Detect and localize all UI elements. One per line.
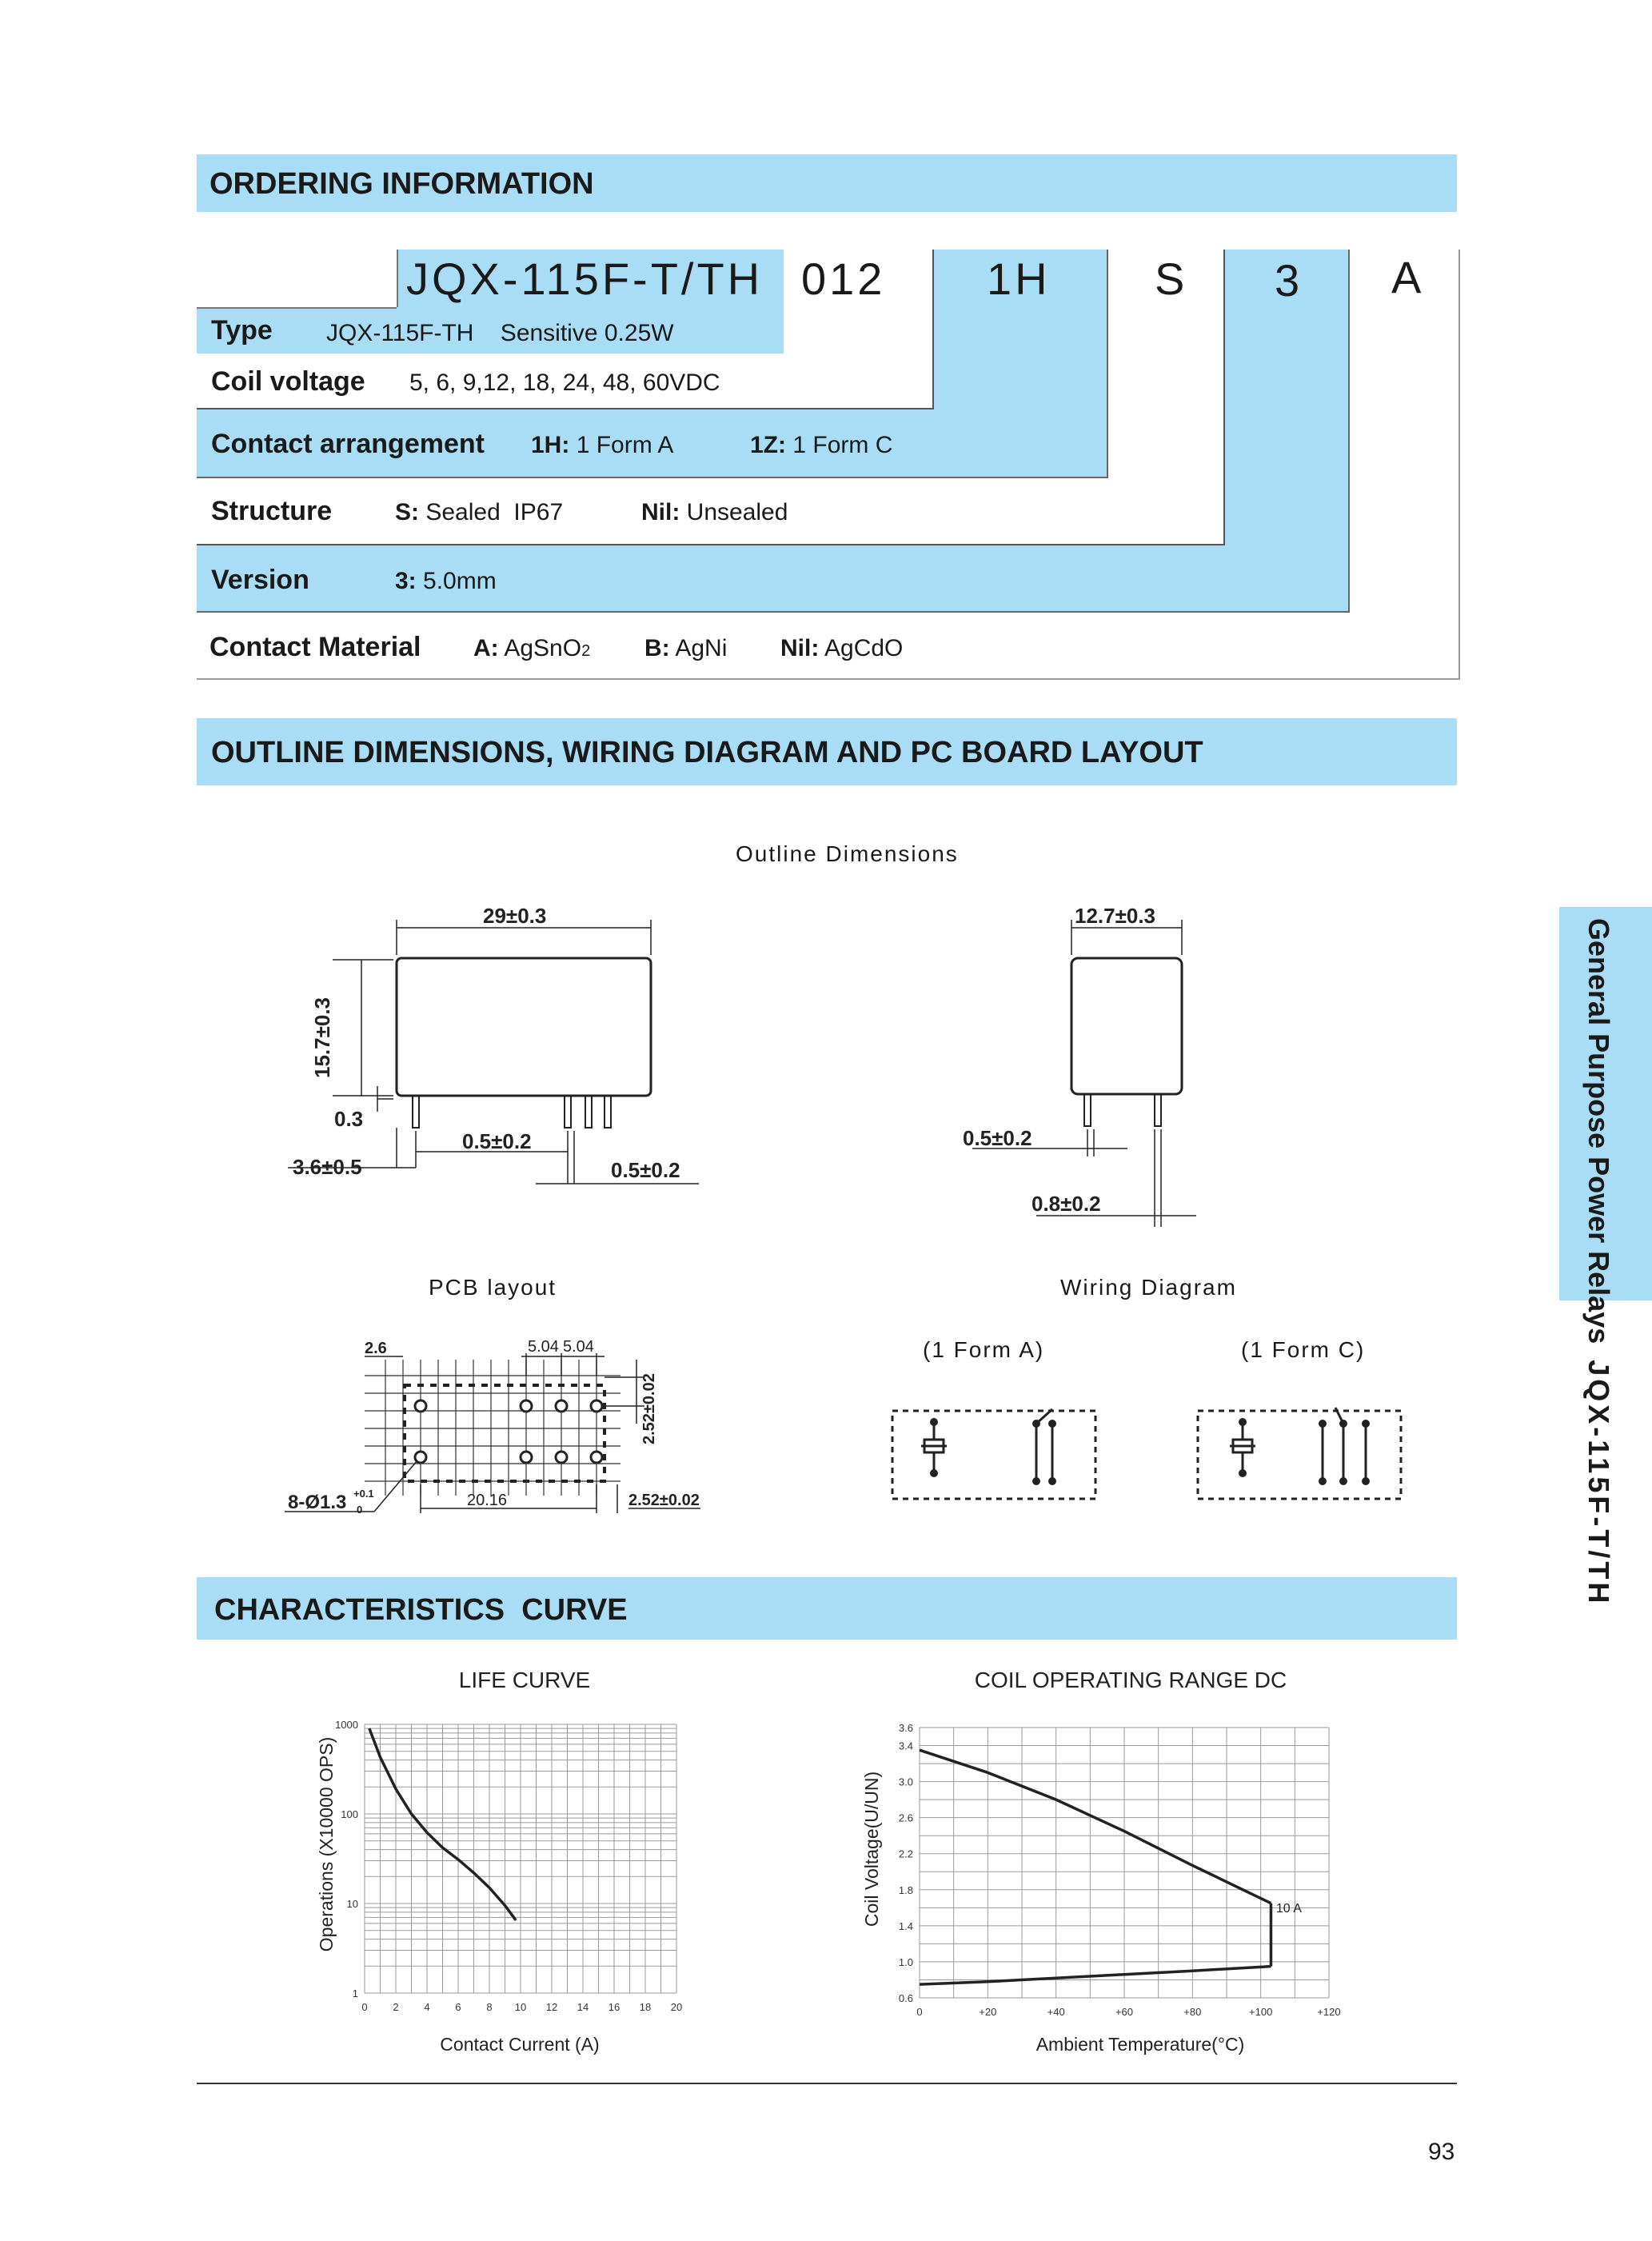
line-structure: [1223, 250, 1225, 545]
coil-x-tick: +20: [979, 2006, 997, 2018]
life-x-tick: 18: [639, 2001, 652, 2013]
coil-y-tick: 3.4: [898, 1740, 913, 1752]
contact-opt2-key: 1Z:: [750, 432, 786, 458]
code-structure: S: [1155, 254, 1188, 304]
type-desc: JQX-115F-TH Sensitive 0.25W: [326, 320, 674, 346]
coil-series-lower: [920, 1967, 1271, 1985]
wiring-form-c-diagram: [1195, 1392, 1403, 1504]
side-tab-title: General Purpose Power Relays: [1582, 918, 1615, 1344]
dim-pin-w1: 0.5±0.2: [462, 1129, 532, 1153]
wiring-title: Wiring Diagram: [1060, 1275, 1237, 1300]
material-opt1-sub: 2: [581, 642, 591, 660]
coil-series-upper: [920, 1750, 1271, 1903]
line-coil-row: [197, 408, 934, 409]
structure-opt1-val: Sealed IP67: [425, 499, 564, 525]
life-curve-chart: [304, 1664, 704, 2063]
coil-range-chart: [856, 1664, 1367, 2063]
ordering-heading: ORDERING INFORMATION: [209, 167, 594, 201]
pcb-holes-tol-top: +0.1: [353, 1488, 374, 1500]
wiring-form-c-label: (1 Form C): [1241, 1337, 1366, 1362]
coil-y-tick: 3.0: [898, 1776, 913, 1788]
structure-opt2: [641, 499, 788, 526]
contact-opt2: [750, 432, 892, 459]
line-structure-row: [197, 544, 1225, 545]
coil-y-tick: 0.6: [898, 1992, 913, 2004]
version-opt1: [395, 568, 497, 595]
outline-front-drawing: [288, 896, 720, 1200]
contact-opt2-val: 1 Form C: [792, 432, 893, 458]
material-opt2-val: AgNi: [675, 635, 728, 661]
life-y-tick: 100: [341, 1808, 358, 1820]
structure-opt1: [395, 499, 563, 526]
coil-chart-ylabel: Coil Voltage(U/UN): [861, 1771, 882, 1927]
code-contact: 1H: [987, 254, 1051, 304]
pcb-d6: 2.52±0.02: [628, 1492, 700, 1509]
life-x-tick: 6: [455, 2001, 461, 2013]
life-x-tick: 14: [577, 2001, 589, 2013]
coil-chart-title: COIL OPERATING RANGE DC: [974, 1668, 1287, 1692]
pcb-layout-drawing: [285, 1328, 700, 1536]
life-y-tick: 1000: [335, 1719, 358, 1731]
coil-x-tick: 0: [916, 2006, 923, 2018]
line-version-bottom: [197, 611, 1350, 613]
life-chart-title: LIFE CURVE: [458, 1668, 591, 1692]
coil-label: Coil voltage: [211, 366, 365, 397]
coil-y-tick: 1.0: [898, 1955, 913, 1968]
wiring-form-a-label: (1 Form A): [923, 1337, 1045, 1362]
footer-rule: [197, 2083, 1457, 2084]
version-label: Version: [211, 565, 309, 595]
line-contact-bottom: [197, 477, 1108, 478]
dim-gap: 0.3: [334, 1107, 364, 1131]
life-x-tick: 16: [608, 2001, 620, 2013]
material-opt3-val: AgCdO: [824, 635, 904, 661]
material-opt2-key: B:: [644, 635, 670, 661]
pcb-d5: 20.16: [467, 1492, 508, 1509]
pcb-d4: 2.52±0.02: [640, 1373, 658, 1444]
page-number: 93: [1428, 2139, 1455, 2165]
dim-pin-w2: 0.5±0.2: [611, 1158, 680, 1182]
life-x-tick: 4: [424, 2001, 430, 2013]
code-version: 3: [1275, 255, 1303, 306]
coil-y-tick: 2.6: [898, 1812, 913, 1824]
outline-banner: [197, 718, 1457, 785]
material-opt1-key: A:: [473, 635, 499, 661]
pcb-holes: 8-Ø1.3: [288, 1492, 347, 1513]
line-material-bottom: [197, 678, 1460, 680]
material-opt1: [473, 635, 590, 662]
contact-opt1: [531, 432, 673, 459]
structure-opt2-key: Nil:: [641, 499, 680, 525]
life-chart-ylabel: Operations (X10000 OPS): [316, 1736, 337, 1952]
code-underline: [197, 307, 397, 309]
line-voltage: [932, 250, 934, 409]
life-x-tick: 20: [670, 2001, 683, 2013]
pcb-d1: 2.6: [365, 1340, 387, 1357]
dim-depth: 12.7±0.3: [1075, 904, 1156, 928]
line-contact-right: [1107, 250, 1108, 478]
outline-side-drawing: [952, 896, 1207, 1232]
life-y-tick: 10: [346, 1898, 358, 1910]
dim-side-pin: 0.5±0.2: [963, 1126, 1032, 1150]
line-version-right: [1348, 250, 1350, 613]
material-opt3: [780, 635, 903, 662]
side-tab-model: JQX-115F-T/TH: [1582, 1360, 1615, 1607]
contact-opt1-val: 1 Form A: [576, 432, 674, 458]
characteristics-banner: [197, 1577, 1457, 1640]
pcb-holes-tol-bot: 0: [357, 1504, 363, 1516]
code-bracket-model: [397, 250, 398, 307]
dim-side-pin2: 0.8±0.2: [1032, 1192, 1101, 1216]
row-version-band: [197, 545, 1348, 611]
structure-opt2-val: Unsealed: [686, 499, 788, 525]
life-x-tick: 8: [486, 2001, 493, 2013]
coil-x-tick: +60: [1115, 2006, 1134, 2018]
coil-y-tick: 2.2: [898, 1848, 913, 1860]
coil-x-tick: +100: [1249, 2006, 1273, 2018]
pcb-title: PCB layout: [429, 1275, 557, 1300]
coil-chart-xlabel: Ambient Temperature(°C): [1035, 2034, 1245, 2055]
line-material: [1458, 250, 1460, 680]
dim-height: 15.7±0.3: [310, 997, 334, 1078]
ordering-banner: [197, 154, 1457, 212]
side-tab-text: [1567, 918, 1615, 1607]
life-x-tick: 0: [361, 2001, 368, 2013]
coil-x-tick: +120: [1317, 2006, 1341, 2018]
coil-desc: 5, 6, 9,12, 18, 24, 48, 60VDC: [409, 370, 720, 396]
coil-annotation: 10 A: [1275, 1901, 1302, 1915]
version-opt1-val: 5.0mm: [423, 568, 497, 594]
contact-label: Contact arrangement: [211, 429, 485, 459]
structure-label: Structure: [211, 496, 333, 526]
code-model: JQX-115F-T/TH: [406, 254, 764, 304]
outline-title: Outline Dimensions: [736, 841, 959, 866]
material-opt3-key: Nil:: [780, 635, 820, 661]
life-x-tick: 2: [393, 2001, 399, 2013]
life-chart-xlabel: Contact Current (A): [440, 2034, 600, 2055]
material-opt1-val: AgSnO: [504, 635, 582, 661]
code-material: A: [1391, 252, 1425, 302]
characteristics-heading: CHARACTERISTICS CURVE: [214, 1593, 628, 1627]
coil-y-tick: 1.4: [898, 1919, 913, 1932]
coil-y-tick: 3.6: [898, 1722, 913, 1734]
type-label: Type: [211, 315, 273, 346]
life-x-tick: 10: [514, 2001, 527, 2013]
dim-width: 29±0.3: [483, 904, 547, 928]
code-voltage: 012: [801, 254, 886, 304]
version-opt1-key: 3:: [395, 568, 417, 594]
life-x-tick: 12: [545, 2001, 558, 2013]
structure-opt1-key: S:: [395, 499, 419, 525]
coil-y-tick: 1.8: [898, 1883, 913, 1896]
life-y-tick: 1: [352, 1987, 358, 1999]
pcb-d2: 5.04: [528, 1338, 559, 1356]
pcb-d3: 5.04: [563, 1338, 594, 1356]
coil-x-tick: +80: [1183, 2006, 1202, 2018]
material-label: Contact Material: [209, 632, 421, 662]
coil-x-tick: +40: [1047, 2006, 1065, 2018]
outline-heading: OUTLINE DIMENSIONS, WIRING DIAGRAM AND PC BOARD LAYOUT: [211, 736, 1203, 769]
dim-pin-offset: 3.6±0.5: [293, 1155, 362, 1179]
material-opt2: [644, 635, 727, 662]
wiring-form-a-diagram: [889, 1392, 1097, 1504]
contact-opt1-key: 1H:: [531, 432, 570, 458]
